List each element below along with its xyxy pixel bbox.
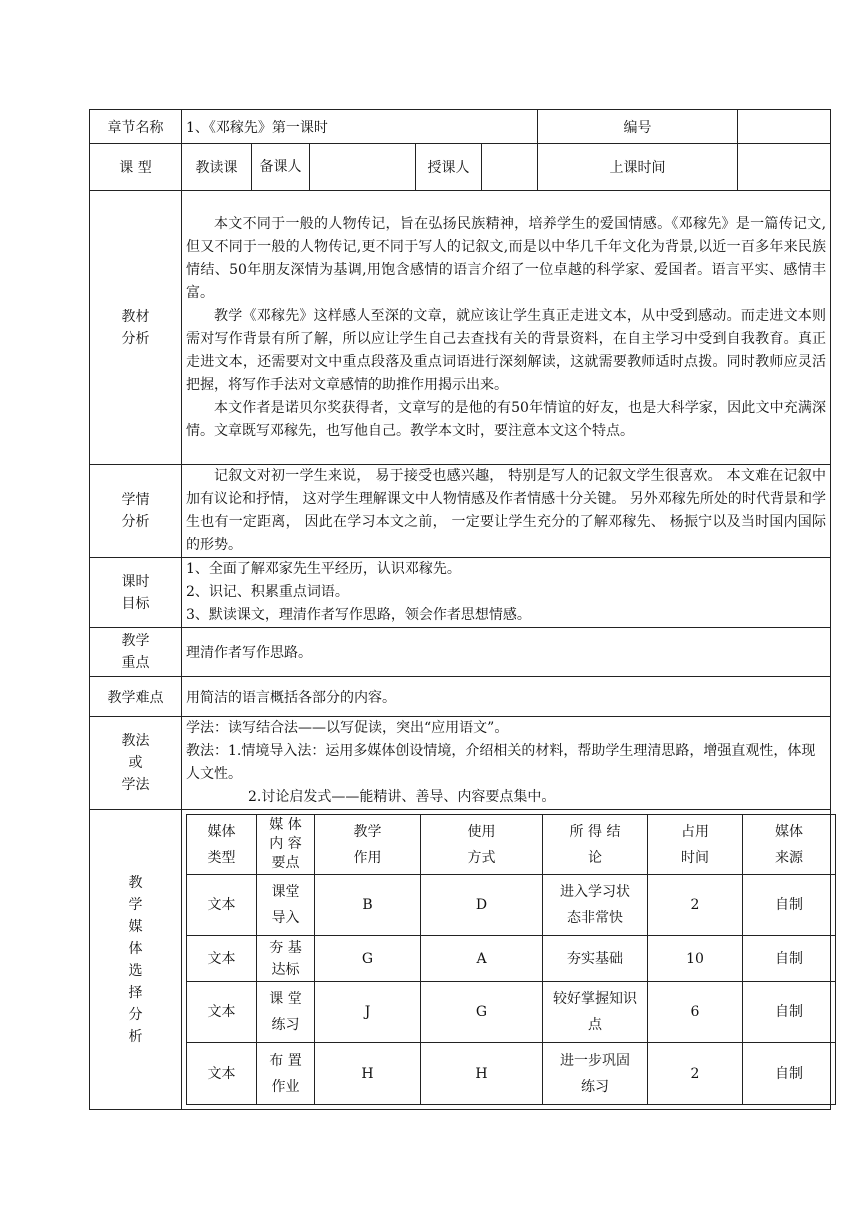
material-paragraph: 本文不同于一般的人物传记，旨在弘扬民族精神，培养学生的爱国情感。《邓稼先》是一篇传记文,但又不同于一般的人物传记,更不同于写人的记叙文,而是以中华几千年文化为背景,以近一百多年来民族情结、50年朋友深情为基调,用饱含感情的语言介绍了一位卓越的科学家、爱国者。语言平实、感情丰富。 [186, 215, 827, 301]
media-cell: 进一步巩固练习 [543, 1043, 648, 1105]
chapter-name-label: 章节名称 [90, 110, 182, 144]
media-cell: 夯实基础 [543, 936, 648, 982]
media-row [187, 936, 836, 982]
media-cell: 6 [648, 982, 743, 1043]
media-header-time: 占用时间 [648, 815, 743, 875]
key-point-content: 理清作者写作思路。 [182, 628, 831, 677]
media-cell: 自制 [743, 1043, 836, 1105]
chapter-name-value: 1、《邓稼先》第一课时 [182, 110, 538, 144]
media-analysis-content [182, 810, 831, 1110]
media-cell: 进入学习状态非常快 [543, 875, 648, 936]
method-label: 教法 或 学法 [90, 717, 182, 810]
media-header-content: 媒 体 内 容 要点 [257, 815, 315, 875]
media-header-conclusion: 所 得 结 论 [543, 815, 648, 875]
course-type-label: 课 型 [90, 144, 182, 191]
media-cell: 2 [648, 1043, 743, 1105]
media-header-role: 教学作用 [315, 815, 421, 875]
media-header-source: 媒体来源 [743, 815, 836, 875]
lesson-goals-label: 课时目标 [90, 558, 182, 628]
student-analysis-text: 记叙文对初一学生来说， 易于接受也感兴趣， 特别是写人的记叙文学生很喜欢。 本文难在记叙中加有议论和抒情， 这对学生理解课文中人物情感及作者情感十分关键。 另外邓稼先所处的时代背景和学生也有一定距离， 因此在学习本文之前， 一定要让学生充分的了解邓稼先、 杨振宁以及当时国内国际的形势。 [186, 468, 827, 553]
media-cell: 布 置 作业 [257, 1043, 315, 1105]
class-time-label: 上课时间 [538, 144, 738, 191]
media-header-usage: 使用方式 [421, 815, 543, 875]
method-content [182, 717, 831, 810]
material-paragraph: 教学《邓稼先》这样感人至深的文章，就应该让学生真正走进文本，从中受到感动。而走进文本则需对写作背景有所了解，所以应让学生自己去查找有关的背景资料，在自主学习中受到自我教育。真正走进文本，还需要对文中重点段落及重点词语进行深刻解读，这就需要教师适时点拨。同时教师应灵活把握，将写作手法对文章感情的助推作用揭示出来。 [186, 307, 827, 393]
goal-item: 3、默读课文，理清作者写作思路，领会作者思想情感。 [186, 607, 531, 623]
preparer-label: 备课人 [252, 144, 310, 191]
lesson-plan-table [89, 109, 831, 1110]
media-cell: 较好掌握知识点 [543, 982, 648, 1043]
media-cell: 课堂导入 [257, 875, 315, 936]
media-cell: B [315, 875, 421, 936]
media-analysis-label: 教学媒体选择分析 [90, 810, 182, 1110]
media-cell: H [421, 1043, 543, 1105]
media-cell: 文本 [187, 1043, 257, 1105]
student-analysis-content [182, 465, 831, 558]
material-paragraph: 本文作者是诺贝尔奖获得者，文章写的是他的有50年情谊的好友，也是大科学家，因此文中充满深情。文章既写邓稼先，也写他自己。教学本文时，要注意本文这个特点。 [186, 399, 827, 439]
material-analysis-label: 教材分析 [90, 191, 182, 465]
teacher-label: 授课人 [416, 144, 482, 190]
media-cell: A [421, 936, 543, 982]
media-header-type: 媒体类型 [187, 815, 257, 875]
media-cell: H [315, 1043, 421, 1105]
key-point-label: 教学重点 [90, 628, 182, 677]
difficulty-content: 用简洁的语言概括各部分的内容。 [182, 677, 831, 717]
media-header-row [187, 815, 836, 875]
teaching-method-2: 2.讨论启发式——能精讲、善导、内容要点集中。 [248, 789, 556, 805]
course-type-value: 教读课 [182, 144, 252, 191]
media-row [187, 1043, 836, 1105]
media-cell: 自制 [743, 875, 836, 936]
media-cell: 夯 基 达标 [257, 936, 315, 982]
media-cell: J [315, 982, 421, 1043]
class-time-value [738, 144, 831, 191]
media-cell: 10 [648, 936, 743, 982]
number-value [738, 110, 831, 144]
material-analysis-content [182, 191, 831, 465]
media-cell: G [315, 936, 421, 982]
learning-method: 学法：读写结合法——以写促读，突出“应用语文”。 [186, 720, 509, 736]
lesson-goals-content [182, 558, 831, 628]
number-label: 编号 [538, 110, 738, 144]
media-cell: D [421, 875, 543, 936]
media-cell: 文本 [187, 982, 257, 1043]
teaching-method: 教法：1.情境导入法：运用多媒体创设情境，介绍相关的材料，帮助学生理清思路，增强直观性，体现人文性。 [186, 743, 816, 782]
difficulty-label: 教学难点 [90, 677, 182, 717]
preparer-value [310, 144, 416, 191]
media-cell: 自制 [743, 936, 836, 982]
media-row [187, 982, 836, 1043]
teacher-value [482, 144, 537, 190]
media-cell: 文本 [187, 936, 257, 982]
goal-item: 1、全面了解邓家先生平经历，认识邓稼先。 [186, 561, 461, 577]
media-cell: G [421, 982, 543, 1043]
media-table [186, 814, 836, 1105]
goal-item: 2、识记、积累重点词语。 [186, 584, 349, 600]
student-analysis-label: 学情分析 [90, 465, 182, 558]
media-cell: 课 堂 练习 [257, 982, 315, 1043]
media-row [187, 875, 836, 936]
teacher-cell [416, 144, 538, 191]
media-cell: 自制 [743, 982, 836, 1043]
media-cell: 2 [648, 875, 743, 936]
media-cell: 文本 [187, 875, 257, 936]
